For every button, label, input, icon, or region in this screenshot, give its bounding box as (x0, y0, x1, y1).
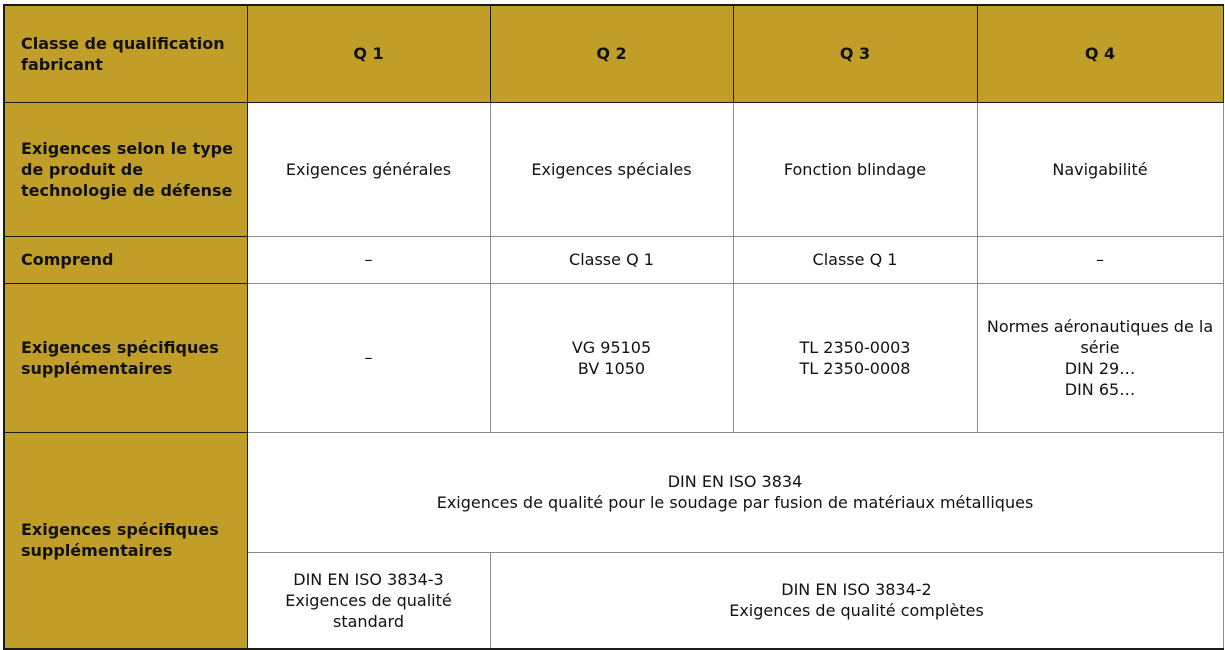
header-col-q3: Q 3 (733, 5, 977, 102)
specific-q3-line-2: TL 2350-0008 (799, 358, 911, 378)
cell-specific-q2 (490, 283, 733, 432)
cell-specific-q3 (733, 283, 977, 432)
cell-welding-span-all (247, 432, 1223, 552)
header-class-label: Classe de qualification fabricant (4, 5, 247, 102)
cell-includes-q3: Classe Q 1 (733, 236, 977, 283)
header-col-q4: Q 4 (977, 5, 1223, 102)
specific-q3-line-1: TL 2350-0003 (799, 337, 911, 357)
cell-includes-q1: – (247, 236, 490, 283)
welding-q1-line-1: DIN EN ISO 3834-3 (293, 569, 444, 589)
row-specific (4, 283, 1223, 432)
specific-q4-line-3: DIN 65… (1064, 379, 1136, 399)
cell-welding-q1 (247, 552, 490, 649)
welding-q2q4-line-2: Exigences de qualité complètes (729, 601, 984, 621)
header-col-q1: Q 1 (247, 5, 490, 102)
cell-specific-q1: – (247, 283, 490, 432)
cell-includes-q4: – (977, 236, 1223, 283)
row-label-includes: Comprend (4, 236, 247, 283)
specific-q4-line-2: DIN 29… (1064, 358, 1136, 378)
row-includes (4, 236, 1223, 283)
cell-product-type-q3: Fonction blindage (733, 102, 977, 236)
cell-product-type-q4: Navigabilité (977, 102, 1223, 236)
row-label-product-type: Exigences selon le type de produit de technologie de défense (4, 102, 247, 236)
welding-q2q4-line-1: DIN EN ISO 3834-2 (781, 580, 932, 600)
cell-specific-q4 (977, 283, 1223, 432)
row-label-specific: Exigences spécifiques supplémentaires (4, 283, 247, 432)
welding-span-line-1: DIN EN ISO 3834 (667, 472, 803, 491)
cell-welding-q2-q4 (490, 552, 1223, 649)
row-welding-1 (4, 432, 1223, 552)
cell-product-type-q2: Exigences spéciales (490, 102, 733, 236)
header-row (4, 5, 1223, 102)
specific-q2-line-1: VG 95105 (571, 337, 652, 357)
welding-q1-line-2: Exigences de qualité standard (285, 590, 452, 631)
header-col-q2: Q 2 (490, 5, 733, 102)
cell-includes-q2: Classe Q 1 (490, 236, 733, 283)
welding-span-line-2: Exigences de qualité pour le soudage par fusion de matériaux métalliques (436, 493, 1034, 512)
cell-product-type-q1: Exigences générales (247, 102, 490, 236)
specific-q2-line-2: BV 1050 (577, 358, 646, 378)
qualification-table (3, 4, 1224, 650)
row-product-type (4, 102, 1223, 236)
row-label-welding: Exigences spécifiques supplémentaires (4, 432, 247, 649)
specific-q4-line-1: Normes aéronautiques de la série (986, 316, 1214, 357)
